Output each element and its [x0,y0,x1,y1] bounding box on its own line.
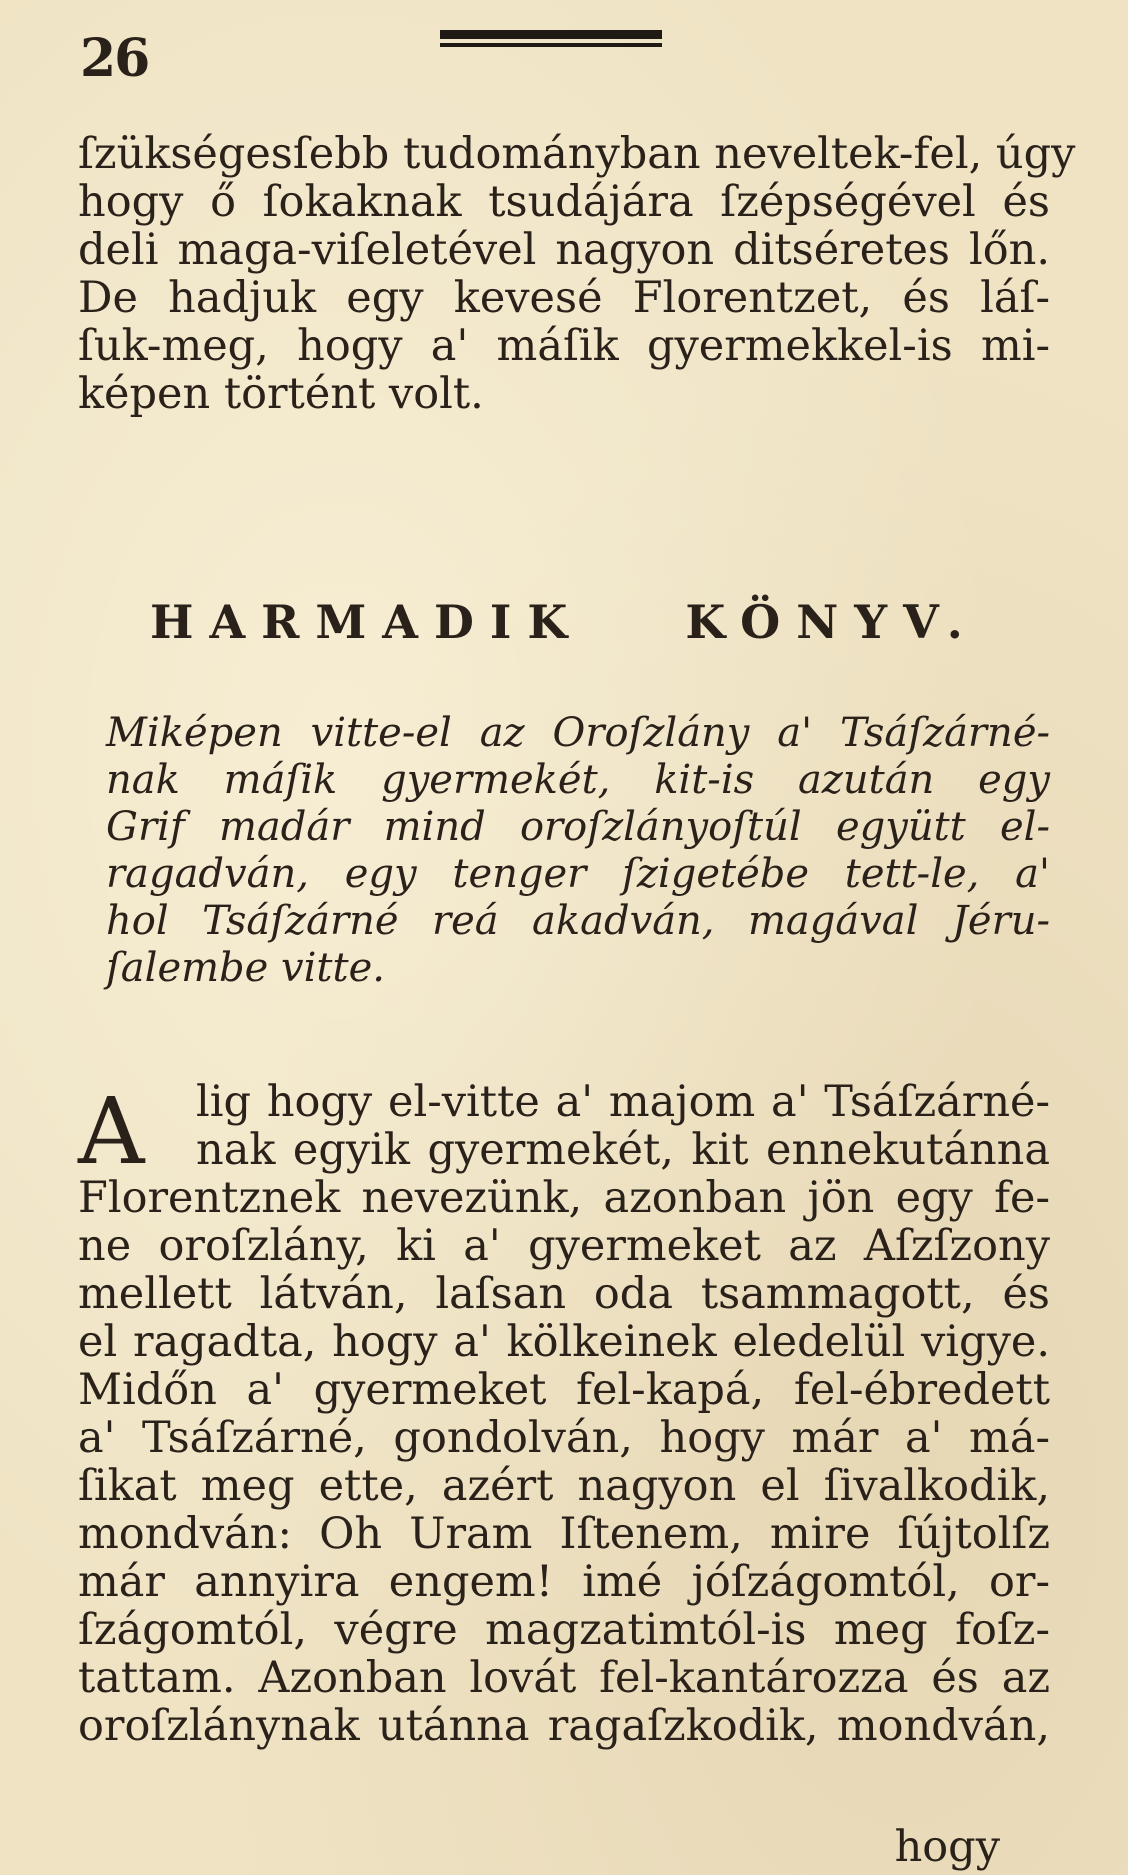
catchword: hogy [894,1822,1000,1872]
text-line: oroſzlánynak utánna ragaſzkodik, mondván, [78,1701,1050,1751]
page-number: 26 [80,28,149,89]
paragraph-2 [78,1078,1050,1750]
text-line: nak egyik gyermekét, kit ennekutánna [196,1125,1050,1175]
text-line: deli maga-viſeletével nagyon ditséretes lőn. [78,225,1050,275]
summary-line: nak máſik gyermekét, kit-is azután egy [106,757,1050,803]
text-line: lig hogy el-vitte a' majom a' Tsáſzárné- [196,1077,1050,1127]
drop-cap: A [78,1078,145,1185]
summary-line: ragadván, egy tenger ſzigetébe tett-le, a' [106,851,1050,897]
text-line: Midőn a' gyermeket fel-kapá, fel-ébredett [78,1365,1050,1415]
text-line: ne oroſzlány, ki a' gyermeket az Aſzſzony [78,1221,1050,1271]
text-line: ſzágomtól, végre magzatimtól-is meg foſz- [78,1605,1050,1655]
chapter-summary [106,710,1050,992]
drop-cap-block [78,1077,1050,1185]
chapter-heading [150,595,1010,649]
chapter-heading-word-1: HARMADIK [150,595,584,649]
text-line: ſzükségesſebb tudományban neveltek-fel, úgy [78,129,1076,179]
summary-line: Miképen vitte-el az Oroſzlány a' Tsáſzárné- [106,710,1050,756]
summary-line: Grif madár mind oroſzlányoſtúl együtt el- [106,804,1050,850]
text-line: a' Tsáſzárné, gondolván, hogy már a' má- [78,1413,1050,1463]
paragraph-1 [78,129,1076,419]
text-line: már annyira engem! imé jóſzágomtól, or- [78,1557,1050,1607]
chapter-heading-word-2: KÖNYV. [685,595,979,649]
text-line: De hadjuk egy kevesé Florentzet, és láſ- [78,273,1050,323]
text-line: mellett látván, laſsan oda tsammagott, és [78,1269,1050,1319]
text-line: ſikat meg ette, azért nagyon el ſivalkodik, [78,1461,1050,1511]
header-rule-thick [440,30,662,39]
text-line: Florentznek nevezünk, azonban jön egy fe- [78,1173,1050,1223]
text-line: tattam. Azonban lovát fel-kantározza és az [78,1653,1050,1703]
text-line: ſuk-meg, hogy a' máſik gyermekkel-is mi- [78,321,1050,371]
text-line: hogy ő ſokaknak tsudájára ſzépségével és [78,177,1050,227]
text-line: el ragadta, hogy a' kölkeinek eledelül vigye. [78,1317,1050,1367]
header-rule-thin [440,43,662,47]
summary-line: ſalembe vitte. [106,945,385,991]
text-line: mondván: Oh Uram Iſtenem, mire ſújtolſz [78,1509,1050,1559]
header-rule [440,30,662,54]
summary-line: hol Tsáſzárné reá akadván, magával Jéru- [106,898,1050,944]
text-line: képen történt volt. [78,369,484,419]
